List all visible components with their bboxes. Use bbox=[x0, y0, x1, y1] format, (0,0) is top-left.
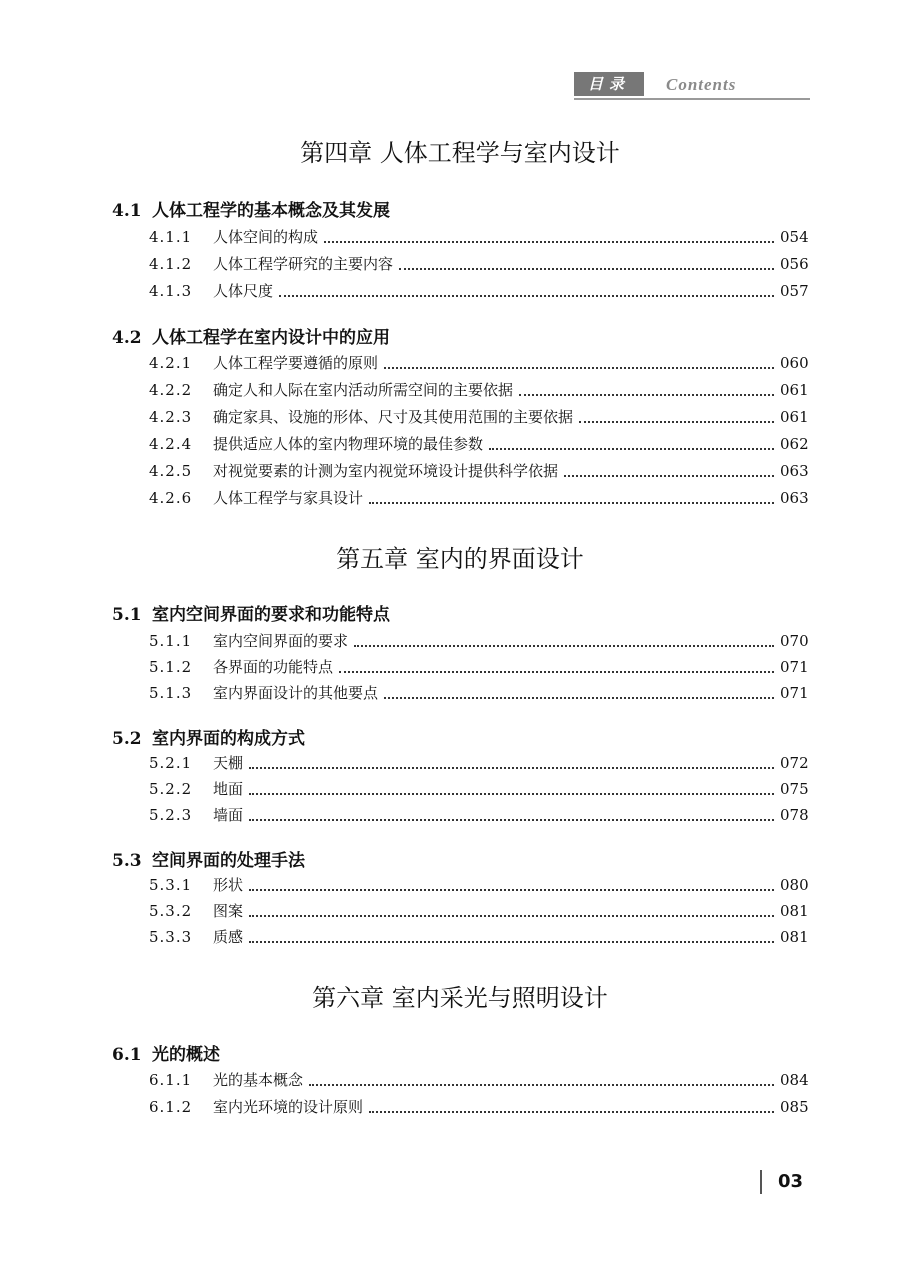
entry-page: 081 bbox=[780, 902, 809, 920]
toc-entry[interactable] bbox=[149, 900, 809, 922]
toc-entry[interactable] bbox=[149, 433, 809, 455]
toc-entry[interactable] bbox=[149, 226, 809, 248]
entry-title: 人体空间的构成 bbox=[213, 228, 319, 246]
entry-page: 060 bbox=[780, 354, 809, 372]
dot-leader bbox=[249, 766, 774, 769]
entry-title: 地面 bbox=[213, 780, 244, 798]
entry-page: 084 bbox=[780, 1071, 809, 1089]
section-heading bbox=[112, 600, 390, 625]
entry-page: 054 bbox=[780, 228, 809, 246]
entry-number: 4.2.3 bbox=[149, 408, 193, 426]
dot-leader bbox=[579, 420, 774, 423]
toc-entry[interactable] bbox=[149, 280, 809, 302]
entry-title: 对视觉要素的计测为室内视觉环境设计提供科学依据 bbox=[213, 462, 559, 480]
entry-title: 室内空间界面的要求 bbox=[213, 632, 349, 650]
entry-number: 5.2.2 bbox=[149, 780, 193, 798]
toc-entry[interactable] bbox=[149, 460, 809, 482]
entry-page: 080 bbox=[780, 876, 809, 894]
dot-leader bbox=[369, 1110, 774, 1113]
footer-divider bbox=[760, 1170, 762, 1194]
dot-leader bbox=[249, 818, 774, 821]
dot-leader bbox=[399, 267, 774, 270]
header-label: 目录 bbox=[574, 72, 644, 96]
entry-number: 4.2.4 bbox=[149, 435, 193, 453]
entry-title: 形状 bbox=[213, 876, 244, 894]
section-number: 5.2 bbox=[112, 729, 142, 749]
section-title: 室内界面的构成方式 bbox=[152, 729, 305, 749]
section-title: 光的概述 bbox=[152, 1045, 220, 1065]
chapter-title: 第六章 室内采光与照明设计 bbox=[312, 984, 608, 1012]
entry-number: 5.3.1 bbox=[149, 876, 193, 894]
entry-number: 5.1.3 bbox=[149, 684, 193, 702]
entry-title: 图案 bbox=[213, 902, 244, 920]
dot-leader bbox=[354, 644, 774, 647]
toc-entry[interactable] bbox=[149, 253, 809, 275]
entry-number: 6.1.1 bbox=[149, 1071, 193, 1089]
dot-leader bbox=[309, 1083, 774, 1086]
dot-leader bbox=[279, 294, 774, 297]
entry-page: 061 bbox=[780, 408, 809, 426]
entry-page: 078 bbox=[780, 806, 809, 824]
dot-leader bbox=[249, 792, 774, 795]
dot-leader bbox=[249, 914, 774, 917]
contents-header bbox=[574, 72, 810, 100]
section-heading bbox=[112, 196, 390, 221]
dot-leader bbox=[564, 474, 774, 477]
entry-page: 061 bbox=[780, 381, 809, 399]
entry-number: 4.1.3 bbox=[149, 282, 193, 300]
section-number: 6.1 bbox=[112, 1045, 142, 1065]
entry-title: 人体工程学要遵循的原则 bbox=[213, 354, 379, 372]
page-number: 03 bbox=[778, 1171, 804, 1192]
entry-page: 063 bbox=[780, 489, 809, 507]
entry-title: 确定人和人际在室内活动所需空间的主要依据 bbox=[213, 381, 514, 399]
entry-title: 光的基本概念 bbox=[213, 1071, 304, 1089]
toc-entry[interactable] bbox=[149, 874, 809, 896]
entry-page: 070 bbox=[780, 632, 809, 650]
entry-title: 室内界面设计的其他要点 bbox=[213, 684, 379, 702]
entry-title: 质感 bbox=[213, 928, 244, 946]
toc-entry[interactable] bbox=[149, 682, 809, 704]
section-number: 4.1 bbox=[112, 201, 142, 221]
entry-title: 提供适应人体的室内物理环境的最佳参数 bbox=[213, 435, 484, 453]
entry-title: 天棚 bbox=[213, 754, 244, 772]
entry-page: 063 bbox=[780, 462, 809, 480]
dot-leader bbox=[384, 696, 774, 699]
entry-page: 081 bbox=[780, 928, 809, 946]
dot-leader bbox=[249, 940, 774, 943]
toc-entry[interactable] bbox=[149, 352, 809, 374]
header-label-en: Contents bbox=[666, 75, 737, 94]
section-title: 空间界面的处理手法 bbox=[152, 851, 305, 871]
entry-page: 056 bbox=[780, 255, 809, 273]
entry-title: 确定家具、设施的形体、尺寸及其使用范围的主要依据 bbox=[213, 408, 574, 426]
dot-leader bbox=[369, 501, 774, 504]
entry-number: 5.1.2 bbox=[149, 658, 193, 676]
section-title: 室内空间界面的要求和功能特点 bbox=[152, 605, 390, 625]
entry-title: 人体尺度 bbox=[213, 282, 274, 300]
dot-leader bbox=[339, 670, 774, 673]
section-number: 5.3 bbox=[112, 851, 142, 871]
dot-leader bbox=[384, 366, 774, 369]
section-heading bbox=[112, 323, 390, 348]
entry-page: 071 bbox=[780, 658, 809, 676]
entry-page: 072 bbox=[780, 754, 809, 772]
entry-title: 人体工程学与家具设计 bbox=[213, 489, 364, 507]
entry-number: 5.2.3 bbox=[149, 806, 193, 824]
toc-entry[interactable] bbox=[149, 656, 809, 678]
toc-entry[interactable] bbox=[149, 752, 809, 774]
dot-leader bbox=[519, 393, 774, 396]
dot-leader bbox=[489, 447, 774, 450]
toc-entry[interactable] bbox=[149, 926, 809, 948]
section-heading bbox=[112, 846, 305, 871]
chapter-title: 第五章 室内的界面设计 bbox=[336, 545, 584, 573]
entry-title: 室内光环境的设计原则 bbox=[213, 1098, 364, 1116]
entry-page: 085 bbox=[780, 1098, 809, 1116]
section-title: 人体工程学的基本概念及其发展 bbox=[152, 201, 390, 221]
toc-entry[interactable] bbox=[149, 1096, 809, 1118]
entry-title: 墙面 bbox=[213, 806, 244, 824]
entry-number: 5.3.3 bbox=[149, 928, 193, 946]
chapter-title: 第四章 人体工程学与室内设计 bbox=[300, 139, 620, 167]
section-heading bbox=[112, 724, 305, 749]
entry-page: 071 bbox=[780, 684, 809, 702]
section-title: 人体工程学在室内设计中的应用 bbox=[152, 328, 390, 348]
toc-entry[interactable] bbox=[149, 804, 809, 826]
dot-leader bbox=[249, 888, 774, 891]
toc-entry[interactable] bbox=[149, 630, 809, 652]
entry-page: 057 bbox=[780, 282, 809, 300]
entry-number: 5.1.1 bbox=[149, 632, 193, 650]
entry-page: 075 bbox=[780, 780, 809, 798]
entry-page: 062 bbox=[780, 435, 809, 453]
entry-number: 6.1.2 bbox=[149, 1098, 193, 1116]
entry-number: 5.3.2 bbox=[149, 902, 193, 920]
toc-entry[interactable] bbox=[149, 406, 809, 428]
toc-entry[interactable] bbox=[149, 379, 809, 401]
entry-number: 4.2.2 bbox=[149, 381, 193, 399]
entry-number: 4.2.6 bbox=[149, 489, 193, 507]
section-heading bbox=[112, 1040, 220, 1065]
entry-title: 各界面的功能特点 bbox=[213, 658, 334, 676]
toc-entry[interactable] bbox=[149, 778, 809, 800]
dot-leader bbox=[324, 240, 774, 243]
entry-number: 4.1.1 bbox=[149, 228, 193, 246]
section-number: 4.2 bbox=[112, 328, 142, 348]
entry-number: 4.2.1 bbox=[149, 354, 193, 372]
entry-number: 5.2.1 bbox=[149, 754, 193, 772]
toc-entry[interactable] bbox=[149, 1069, 809, 1091]
entry-number: 4.2.5 bbox=[149, 462, 193, 480]
section-number: 5.1 bbox=[112, 605, 142, 625]
entry-number: 4.1.2 bbox=[149, 255, 193, 273]
entry-title: 人体工程学研究的主要内容 bbox=[213, 255, 394, 273]
toc-entry[interactable] bbox=[149, 487, 809, 509]
